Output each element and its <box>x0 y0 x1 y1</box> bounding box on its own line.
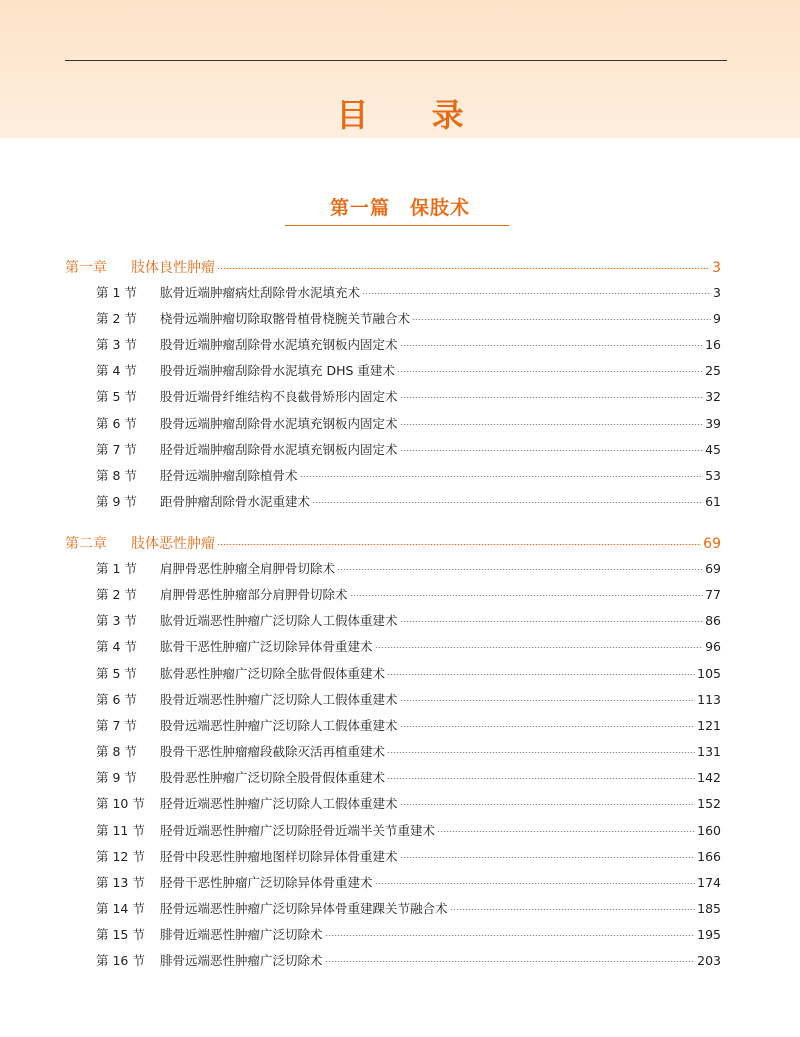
section-title: 肱骨近端恶性肿瘤广泛切除人工假体重建术 <box>160 613 398 629</box>
section-page-number: 96 <box>705 639 721 655</box>
section-page-number: 166 <box>697 848 721 864</box>
section-title: 股骨干恶性肿瘤瘤段截除灭活再植重建术 <box>160 744 386 760</box>
dot-leader <box>400 857 696 858</box>
section-number: 第 11 节 <box>96 822 145 838</box>
chapter-title: 肢体良性肿瘤 <box>131 260 215 276</box>
section-entry[interactable] <box>96 664 721 684</box>
section-title: 股骨近端肿瘤刮除骨水泥填充钢板内固定术 <box>160 337 398 353</box>
section-number: 第 16 节 <box>96 953 145 969</box>
section-title: 股骨远端恶性肿瘤广泛切除人工假体重建术 <box>160 717 398 733</box>
section-title: 肩胛骨恶性肿瘤部分肩胛骨切除术 <box>160 587 348 603</box>
section-title: 胫骨干恶性肿瘤广泛切除异体骨重建术 <box>160 874 373 890</box>
dot-leader <box>437 831 695 832</box>
section-title: 股骨近端恶性肿瘤广泛切除人工假体重建术 <box>160 691 398 707</box>
header-rule <box>65 60 727 61</box>
section-number: 第 15 节 <box>96 927 145 943</box>
section-page-number: 45 <box>705 441 721 457</box>
dot-leader <box>400 450 704 451</box>
section-entry[interactable] <box>96 309 721 329</box>
dot-leader <box>217 268 710 269</box>
chapter-entry[interactable] <box>65 258 721 278</box>
dot-leader <box>400 397 704 398</box>
part-rule <box>285 225 509 226</box>
section-title: 肩胛骨恶性肿瘤全肩胛骨切除术 <box>160 561 336 576</box>
section-title: 距骨肿瘤刮除骨水泥重建术 <box>160 493 311 509</box>
dot-leader <box>450 909 696 910</box>
section-title: 股骨近端骨纤维结构不良截骨矫形内固定术 <box>160 389 398 405</box>
section-entry[interactable] <box>96 899 721 919</box>
section-entry[interactable] <box>96 335 721 355</box>
section-page-number: 152 <box>697 796 721 812</box>
section-entry[interactable] <box>96 361 721 381</box>
dot-leader <box>387 674 695 675</box>
section-entry[interactable] <box>96 559 721 579</box>
section-entry[interactable] <box>96 466 721 486</box>
section-title: 胫骨远端肿瘤刮除植骨术 <box>160 467 298 483</box>
dot-leader <box>312 502 703 503</box>
section-page-number: 16 <box>705 337 721 353</box>
section-title: 腓骨远端恶性肿瘤广泛切除术 <box>160 953 323 969</box>
section-page-number: 77 <box>705 587 721 603</box>
section-entry[interactable] <box>96 637 721 657</box>
page-title: 目 录 <box>336 96 490 134</box>
section-page-number: 131 <box>697 744 721 760</box>
section-entry[interactable] <box>96 873 721 893</box>
section-title: 肱骨近端肿瘤病灶刮除骨水泥填充术 <box>160 285 361 300</box>
section-page-number: 185 <box>697 900 721 916</box>
section-entry[interactable] <box>96 794 721 814</box>
section-title: 股骨恶性肿瘤广泛切除全股骨假体重建术 <box>160 770 386 786</box>
section-number: 第 6 节 <box>96 691 137 707</box>
section-entry[interactable] <box>96 925 721 945</box>
section-page-number: 61 <box>705 493 721 509</box>
dot-leader <box>400 726 696 727</box>
chapter-entry[interactable] <box>65 534 721 554</box>
section-title: 胫骨近端恶性肿瘤广泛切除胫骨近端半关节重建术 <box>160 822 436 838</box>
dot-leader <box>400 424 704 425</box>
section-page-number: 69 <box>705 561 721 576</box>
section-number: 第 5 节 <box>96 389 137 405</box>
section-number: 第 4 节 <box>96 363 137 379</box>
section-title: 股骨近端肿瘤刮除骨水泥填充 DHS 重建术 <box>160 363 395 379</box>
section-number: 第 2 节 <box>96 587 137 603</box>
section-entry[interactable] <box>96 716 721 736</box>
section-number: 第 6 节 <box>96 415 137 431</box>
section-title: 胫骨近端肿瘤刮除骨水泥填充钢板内固定术 <box>160 441 398 457</box>
dot-leader <box>387 752 695 753</box>
dot-leader <box>412 319 711 320</box>
section-number: 第 2 节 <box>96 311 137 327</box>
section-entry[interactable] <box>96 951 721 971</box>
dot-leader <box>350 595 704 596</box>
section-number: 第 12 节 <box>96 848 145 864</box>
section-number: 第 14 节 <box>96 900 145 916</box>
section-number: 第 9 节 <box>96 493 137 509</box>
dot-leader <box>400 700 696 701</box>
section-page-number: 160 <box>697 822 721 838</box>
chapter-page-number: 3 <box>712 260 721 276</box>
section-title: 胫骨远端恶性肿瘤广泛切除异体骨重建踝关节融合术 <box>160 900 448 916</box>
section-entry[interactable] <box>96 440 721 460</box>
section-entry[interactable] <box>96 585 721 605</box>
section-entry[interactable] <box>96 821 721 841</box>
section-title: 胫骨中段恶性肿瘤地图样切除异体骨重建术 <box>160 848 398 864</box>
dot-leader <box>400 804 696 805</box>
dot-leader <box>375 647 704 648</box>
section-number: 第 1 节 <box>96 285 137 300</box>
section-page-number: 195 <box>697 927 721 943</box>
section-page-number: 174 <box>697 874 721 890</box>
section-number: 第 4 节 <box>96 639 137 655</box>
chapter-number: 第二章 <box>65 536 107 552</box>
section-entry[interactable] <box>96 283 721 303</box>
section-page-number: 142 <box>697 770 721 786</box>
section-number: 第 7 节 <box>96 441 137 457</box>
dot-leader <box>217 544 701 545</box>
dot-leader <box>400 621 704 622</box>
section-title: 桡骨远端肿瘤切除取髂骨植骨桡腕关节融合术 <box>160 311 411 327</box>
section-number: 第 8 节 <box>96 467 137 483</box>
section-page-number: 32 <box>705 389 721 405</box>
section-number: 第 3 节 <box>96 613 137 629</box>
dot-leader <box>362 293 711 294</box>
section-title: 肱骨恶性肿瘤广泛切除全肱骨假体重建术 <box>160 665 386 681</box>
section-number: 第 1 节 <box>96 561 137 576</box>
section-title: 肱骨干恶性肿瘤广泛切除异体骨重建术 <box>160 639 373 655</box>
section-entry[interactable] <box>96 690 721 710</box>
section-number: 第 3 节 <box>96 337 137 353</box>
section-page-number: 203 <box>697 953 721 969</box>
section-entry[interactable] <box>96 742 721 762</box>
dot-leader <box>400 345 704 346</box>
section-entry[interactable] <box>96 847 721 867</box>
section-page-number: 9 <box>713 311 721 327</box>
section-number: 第 8 节 <box>96 744 137 760</box>
dot-leader <box>387 778 695 779</box>
section-entry[interactable] <box>96 387 721 407</box>
part-title: 第一篇 保肢术 <box>329 197 470 219</box>
dot-leader <box>375 883 696 884</box>
section-page-number: 25 <box>705 363 721 379</box>
section-title: 腓骨近端恶性肿瘤广泛切除术 <box>160 927 323 943</box>
dot-leader <box>325 935 696 936</box>
section-page-number: 53 <box>705 467 721 483</box>
section-title: 股骨远端肿瘤刮除骨水泥填充钢板内固定术 <box>160 415 398 431</box>
section-page-number: 86 <box>705 613 721 629</box>
dot-leader <box>300 476 704 477</box>
section-page-number: 113 <box>697 691 721 707</box>
section-number: 第 13 节 <box>96 874 145 890</box>
chapter-number: 第一章 <box>65 260 107 276</box>
chapter-title: 肢体恶性肿瘤 <box>131 536 215 552</box>
section-page-number: 3 <box>713 285 721 300</box>
section-entry[interactable] <box>96 611 721 631</box>
dot-leader <box>337 569 703 570</box>
dot-leader <box>397 371 703 372</box>
section-page-number: 39 <box>705 415 721 431</box>
dot-leader <box>325 961 696 962</box>
section-number: 第 9 节 <box>96 770 137 786</box>
section-page-number: 121 <box>697 717 721 733</box>
chapter-page-number: 69 <box>703 536 721 552</box>
section-number: 第 7 节 <box>96 717 137 733</box>
section-entry[interactable] <box>96 414 721 434</box>
section-page-number: 105 <box>697 665 721 681</box>
section-number: 第 5 节 <box>96 665 137 681</box>
section-number: 第 10 节 <box>96 796 145 812</box>
section-title: 胫骨近端恶性肿瘤广泛切除人工假体重建术 <box>160 796 398 812</box>
section-entry[interactable] <box>96 768 721 788</box>
section-entry[interactable] <box>96 492 721 512</box>
